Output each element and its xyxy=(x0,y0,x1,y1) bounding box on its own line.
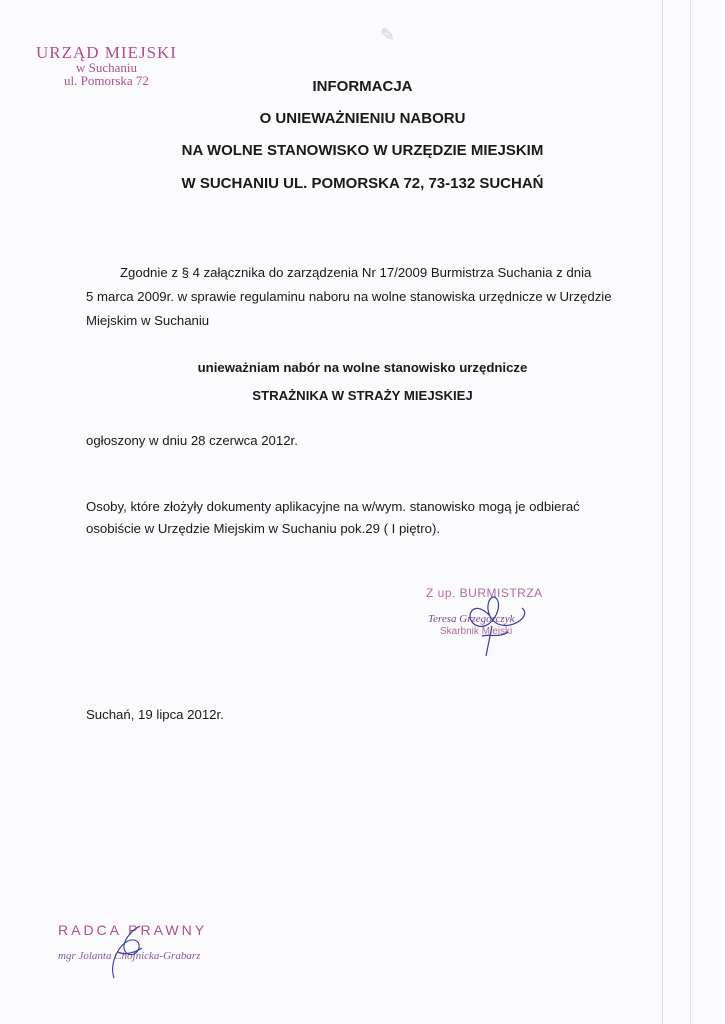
office-stamp-line3: ul. Pomorska 72 xyxy=(64,73,149,88)
signature-stamp-line2: Teresa Grzegorczyk xyxy=(428,613,515,625)
legal-advisor-title: RADCA PRAWNY xyxy=(58,922,208,938)
para1-line2: 5 marca 2009r. w sprawie regulaminu naboru na wolne stanowiska urzędnicze w Urzędzie xyxy=(86,289,612,304)
legal-advisor-stamp xyxy=(58,922,248,982)
doc-subtitle-3: W SUCHANIU UL. POMORSKA 72, 73-132 SUCHAŃ xyxy=(181,175,544,192)
signature-stamp xyxy=(412,586,562,676)
scan-smudge: ✎ xyxy=(380,25,396,45)
place-date: Suchań, 19 lipca 2012r. xyxy=(86,707,224,722)
office-stamp-line1: URZĄD MIEJSKI xyxy=(36,43,177,62)
para1-line3: Miejskim w Suchaniu xyxy=(86,313,210,328)
announced-text: ogłoszony w dniu 28 czerwca 2012r. xyxy=(86,433,298,448)
signature-stamp-line3: Skarbnik Miejski xyxy=(440,626,513,637)
handwritten-signature xyxy=(412,586,562,676)
doc-subtitle-1: O UNIEWAŻNIENIU NABORU xyxy=(259,110,466,127)
doc-subtitle-2: NA WOLNE STANOWISKO W URZĘDZIE MIEJSKIM xyxy=(181,142,544,159)
office-stamp-line2: w Suchaniu xyxy=(75,60,137,75)
doc-title: INFORMACJA xyxy=(312,78,413,95)
legal-advisor-signature xyxy=(78,922,158,982)
para2-line2: osobiście w Urzędzie Miejskim w Suchaniu pok.29 ( I piętro). xyxy=(86,521,441,536)
para1-line1: Zgodnie z § 4 załącznika do zarządzenia Nr 17/2009 Burmistrza Suchania z dnia xyxy=(120,265,592,280)
decision-text: unieważniam nabór na wolne stanowisko urzędnicze xyxy=(197,360,528,375)
para2-line1: Osoby, które złożyły dokumenty aplikacyjne na w/wym. stanowisko mogą je odbierać xyxy=(86,499,580,514)
legal-advisor-name: mgr Jolanta Chojnicka-Grabarz xyxy=(58,950,201,962)
signature-stamp-line1: Z up. BURMISTRZA xyxy=(426,586,543,600)
position-text: STRAŻNIKA W STRAŻY MIEJSKIEJ xyxy=(252,388,473,403)
